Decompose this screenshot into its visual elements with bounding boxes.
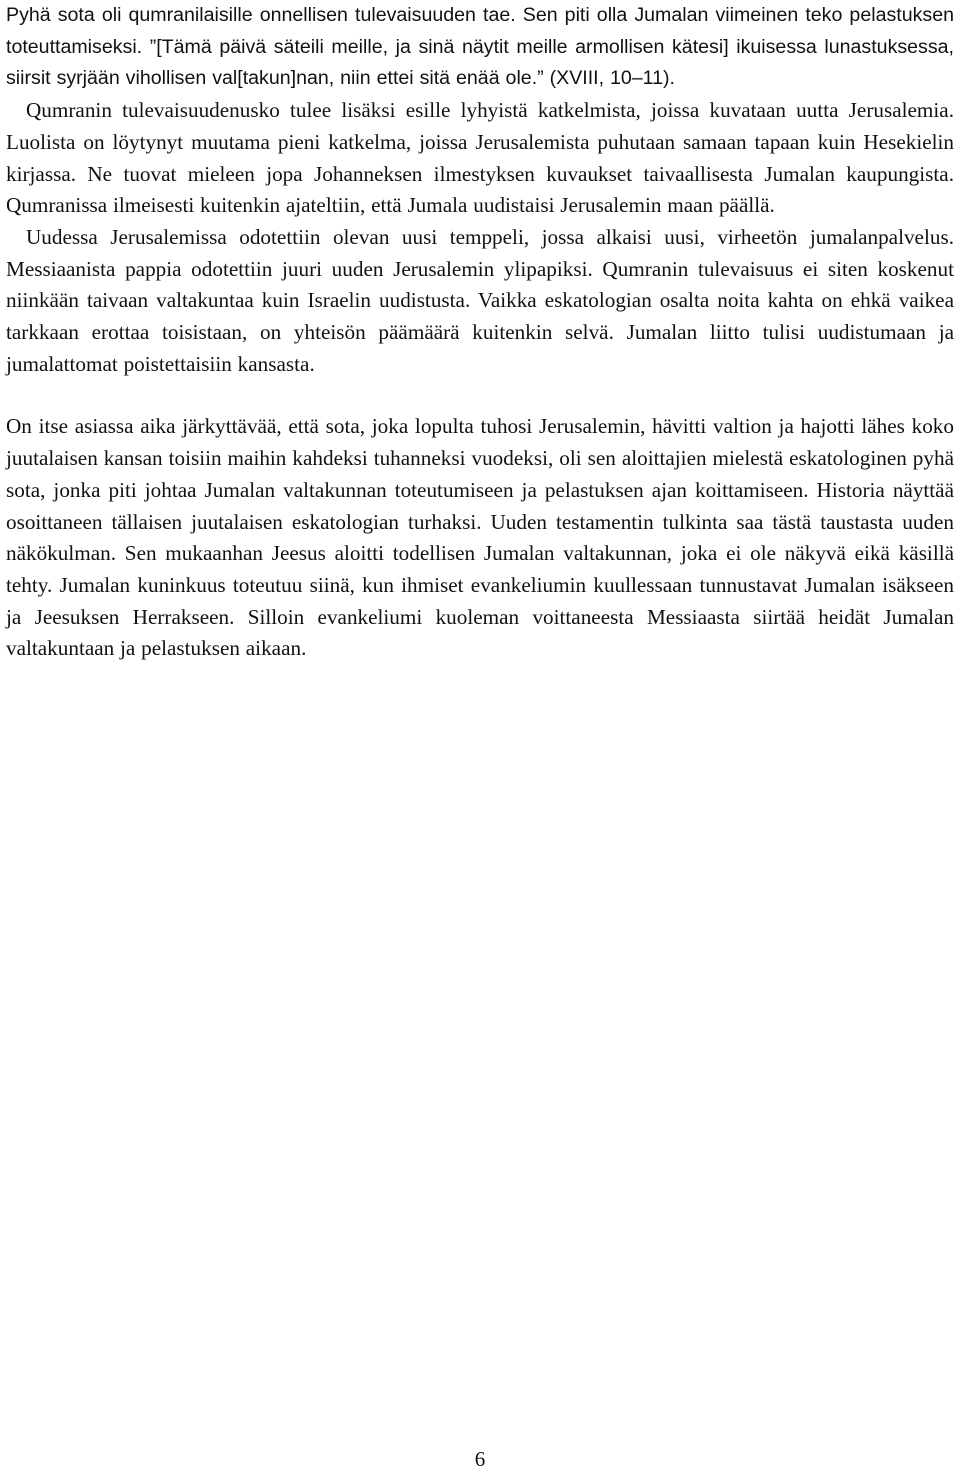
paragraph-new-jerusalem: Qumranin tulevaisuudenusko tulee lisäksi esille lyhyistä katkelmista, joissa kuvataan uutta Jerusalemia. Luolista on löytynyt muutama pieni katkelma, joissa Jerusalemista puhutaan samaan tapaan kuin Hesekielin kirjassa. Ne tuovat mieleen jopa Johanneksen ilmestyksen kuvaukset taivaallisesta Jumalan kaupungista. Qumranissa ilmeisesti kuitenkin ajateltiin, että Jumala uudistaisi Jerusalemin maan päällä. — [6, 98, 954, 218]
paragraph-eschatology-conclusion: On itse asiassa aika järkyttävää, että sota, joka lopulta tuhosi Jerusalemin, hävitti valtion ja hajotti lähes koko juutalaisen kansan toisiin maihin kahdeksi tuhanneksi vuodeksi, oli sen aloittajien mielestä eskatologinen pyhä sota, jonka piti johtaa Jumalan valtakunnan toteutumiseen ja pelastuksen ajan koittamiseen. Historia näyttää osoittaneen tällaisen juutalaisen eskatologian turhaksi. Uuden testamentin tulkinta saa tästä taustasta uuden näkökulman. Sen mukaanhan Jeesus aloitti todellisen Jumalan valtakunnan, joka ei ole näkyvä eikä käsillä tehty. Jumalan kuninkuus toteutuu siinä, kun ihmiset evankeliumin kuullessaan tunnustavat Jumalan isäkseen ja Jeesuksen Herrakseen. Silloin evankeliumi kuoleman voittaneesta Messiaasta siirtää heidät Jumalan valtakuntaan ja pelastuksen aikaan. — [6, 414, 954, 661]
page-number: 6 — [474, 1447, 486, 1471]
paragraph-holy-war-quote — [6, 0, 954, 95]
document-page — [6, 0, 954, 665]
paragraph-new-temple: Uudessa Jerusalemissa odotettiin olevan uusi temppeli, jossa alkaisi uusi, virheetön jumalanpalvelus. Messiaanista pappia odotettiin juuri uuden Jerusalemin ylipapiksi. Qumranin tulevaisuus ei siten koskenut niinkään taivaan valtakuntaa kuin Israelin uudistusta. Vaikka eskatologian osalta noita kahta on ehkä vaikea tarkkaan erottaa toisistaan, on yhteisön päämäärä kuitenkin selvä. Jumalan liitto tulisi uudistumaan ja jumalattomat poistettaisiin kansasta. — [6, 224, 954, 376]
paragraph-holy-war-text: Pyhä sota oli qumranilaisille onnellisen tulevaisuuden tae. Sen piti olla Jumalan viimeinen teko pelastuksen toteuttamiseksi. ”[Tämä päivä säteili meille, ja sinä näytit meille armollisen kätesi] ikuisessa lunastuksessa, siirsit syrjään vihollisen val[takun]nan, niin ettei sitä enää ole.” (XVIII, 10–11). — [6, 4, 954, 90]
